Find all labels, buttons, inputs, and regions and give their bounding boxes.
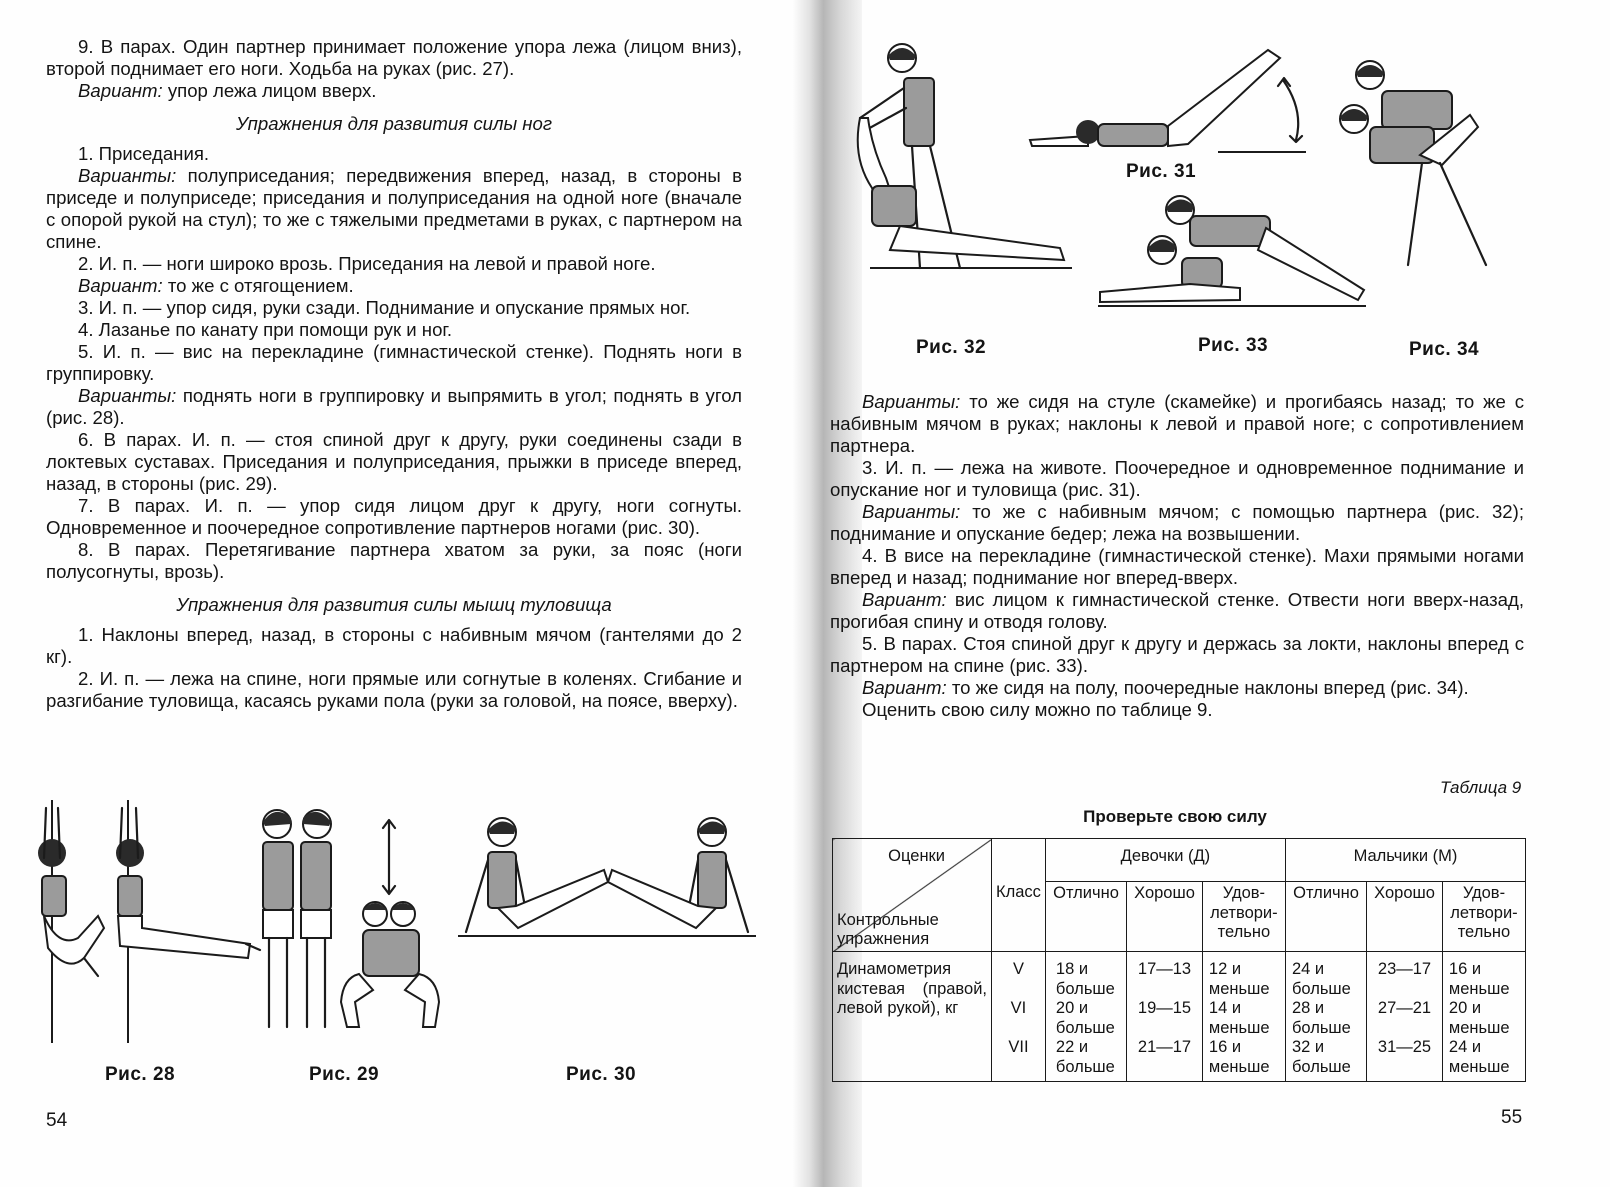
variant-label: Вариант:: [78, 275, 163, 296]
variant-label: Варианты:: [78, 385, 177, 406]
paragraph: [46, 429, 742, 495]
paragraph-text: 8. В парах. Перетягивание партнера хватом за руки, за пояс (ноги полусогнуты, врозь).: [46, 539, 742, 582]
exercise-cell: Динамометрия кистевая (правой, левой рукой), кг: [833, 952, 992, 1082]
paragraph-text: полуприседания; передвижения вперед, назад, в стороны в приседе и полуприседе; приседания и полуприседания на одной ноге (вначале с опорой рукой на стул); то же с тяжелыми предметами в руках, с партнером на спине.: [46, 165, 742, 252]
header-girls: Девочки (Д): [1045, 839, 1285, 882]
paragraph: [46, 80, 742, 102]
girls-excellent: 18 и больше 20 и больше 22 и больше: [1045, 952, 1126, 1082]
paragraph-text: 4. В висе на перекладине (гимнастической стенке). Махи прямыми ногами вперед и назад; поднимание ног вперед-вверх.: [830, 545, 1524, 588]
caption-fig32: Рис. 32: [916, 337, 987, 358]
paragraph-text: 4. Лазанье по канату при помощи рук и ног.: [78, 319, 453, 340]
paragraph-text: 3. И. п. — лежа на животе. Поочередное и одновременное поднимание и опускание ног и туловища (рис. 31).: [830, 457, 1524, 500]
mark-header: Хорошо: [1367, 882, 1443, 952]
header-boys: Мальчики (М): [1285, 839, 1525, 882]
paragraph: [830, 677, 1524, 699]
paragraph-text: то же сидя на полу, поочередные наклоны вперед (рис. 34).: [946, 677, 1469, 698]
variant-label: Варианты:: [862, 391, 961, 412]
paragraph: [46, 341, 742, 385]
variant-label: Вариант:: [862, 589, 947, 610]
paragraph-text: 1. Наклоны вперед, назад, в стороны с набивным мячом (гантелями до 2 кг).: [46, 624, 742, 667]
paragraph-text: 3. И. п. — упор сидя, руки сзади. Поднимание и опускание прямых ног.: [78, 297, 691, 318]
corner-header-exercises: Контрольные упражнения: [837, 911, 939, 948]
left-page-text: [46, 36, 742, 712]
variant-label: Вариант:: [862, 677, 947, 698]
right-page-text: [830, 391, 1524, 721]
paragraph: [830, 545, 1524, 589]
paragraph-text: 5. И. п. — вис на перекладине (гимнастической стенке). Поднять ноги в группировку.: [46, 341, 742, 384]
paragraph-text: 9. В парах. Один партнер принимает положение упора лежа (лицом вниз), второй поднимает его ноги. Ходьба на руках (рис. 27).: [46, 36, 742, 79]
paragraph: [46, 253, 742, 275]
paragraph: [830, 501, 1524, 545]
girls-good: 17—13 19—15 21—17: [1127, 952, 1203, 1082]
caption-fig30: Рис. 30: [566, 1064, 637, 1085]
header-class: Класс: [992, 839, 1046, 952]
figure-29-pair-squats: [255, 802, 450, 1042]
paragraph-text: то же с набивным мячом; с помощью партнера (рис. 32); поднимание и опускание бедер; лежа на возвышении.: [830, 501, 1524, 544]
boys-satisfactory: 16 и меньше 20 и меньше 24 и меньше: [1442, 952, 1525, 1082]
paragraph-text: то же сидя на стуле (скамейке) и прогибаясь назад; то же с набивным мячом в руках; наклоны к левой и правой ноге; с сопротивлением партнера.: [830, 391, 1524, 456]
paragraph: [46, 143, 742, 165]
paragraph-text: упор лежа лицом вверх.: [162, 80, 377, 101]
paragraph: [46, 275, 742, 297]
mark-header: Отлично: [1045, 882, 1126, 952]
variant-label: Вариант:: [78, 80, 163, 101]
paragraph: [46, 539, 742, 583]
strength-table: [832, 838, 1526, 1082]
corner-header-marks: Оценки: [888, 847, 945, 865]
paragraph-text: 7. В парах. И. п. — упор сидя лицом друг к другу, ноги согнуты. Одновременное и поочередное сопротивление партнеров ногами (рис. 30).: [46, 495, 742, 538]
paragraph-text: 2. И. п. — ноги широко врозь. Приседания на левой и правой ноге.: [78, 253, 656, 274]
caption-fig31: Рис. 31: [1126, 161, 1197, 182]
paragraph-text: 2. И. п. — лежа на спине, ноги прямые или согнутые в коленях. Сгибание и разгибание туловища, касаясь руками пола (руки за головой, на поясе, вверху).: [46, 668, 742, 711]
paragraph-text: 5. В парах. Стоя спиной друг к другу и держась за локти, наклоны вперед с партнером на спине (рис. 33).: [830, 633, 1524, 676]
mark-header: Удов- летвори- тельно: [1442, 882, 1525, 952]
variant-label: Варианты:: [862, 501, 961, 522]
paragraph-text: 6. В парах. И. п. — стоя спиной друг к другу, руки соединены сзади в локтевых суставах. Приседания и полуприседания, прыжки в приседе вперед, назад, в стороны (рис. 29).: [46, 429, 742, 494]
paragraph: [830, 457, 1524, 501]
paragraph: [830, 633, 1524, 677]
figure-33-pair-back-carry: [1090, 188, 1370, 318]
paragraph-text: Оценить свою силу можно по таблице 9.: [862, 699, 1213, 720]
section-heading: Упражнения для развития силы мышц туловища: [176, 594, 612, 615]
caption-fig33: Рис. 33: [1198, 335, 1269, 356]
mark-header: Отлично: [1285, 882, 1366, 952]
caption-fig28: Рис. 28: [105, 1064, 176, 1085]
paragraph: [46, 495, 742, 539]
paragraph-text: поднять ноги в группировку и выпрямить в угол; поднять в угол (рис. 28).: [46, 385, 742, 428]
caption-fig29: Рис. 29: [309, 1064, 380, 1085]
page-number-left: 54: [46, 1110, 68, 1131]
paragraph: [46, 319, 742, 341]
paragraph: [46, 297, 742, 319]
boys-excellent: 24 и больше 28 и больше 32 и больше: [1285, 952, 1366, 1082]
caption-fig34: Рис. 34: [1409, 339, 1480, 360]
figure-34-seated-pair-bend: [1330, 55, 1502, 275]
figure-28-hanging-leg-raise: [38, 798, 263, 1048]
table-title: Проверьте свою силу: [1083, 807, 1267, 826]
paragraph-text: 1. Приседания.: [78, 143, 210, 164]
paragraph: [46, 385, 742, 429]
paragraph: [830, 391, 1524, 457]
paragraph: [46, 165, 742, 253]
mark-header: Удов- летвори- тельно: [1202, 882, 1285, 952]
paragraph-text: то же с отягощением.: [162, 275, 354, 296]
table-corner-cell: [833, 839, 992, 952]
paragraph: [46, 36, 742, 80]
paragraph-text: вис лицом к гимнастической стенке. Отвести ноги вверх-назад, прогибая спину и отводя голову.: [830, 589, 1524, 632]
paragraph: [830, 699, 1524, 721]
figure-30-seated-leg-resistance: [458, 810, 756, 950]
paragraph: [46, 668, 742, 712]
paragraph: [46, 624, 742, 668]
figure-31-prone-back-extension: [1028, 40, 1310, 156]
table-label: Таблица 9: [1440, 778, 1522, 797]
girls-satisfactory: 12 и меньше 14 и меньше 16 и меньше: [1202, 952, 1285, 1082]
section-heading: Упражнения для развития силы ног: [235, 113, 553, 134]
page-number-right: 55: [1501, 1107, 1523, 1128]
mark-header: Хорошо: [1127, 882, 1203, 952]
boys-good: 23—17 27—21 31—25: [1367, 952, 1443, 1082]
class-values: V VI VII: [992, 952, 1046, 1082]
variant-label: Варианты:: [78, 165, 177, 186]
paragraph: [830, 589, 1524, 633]
